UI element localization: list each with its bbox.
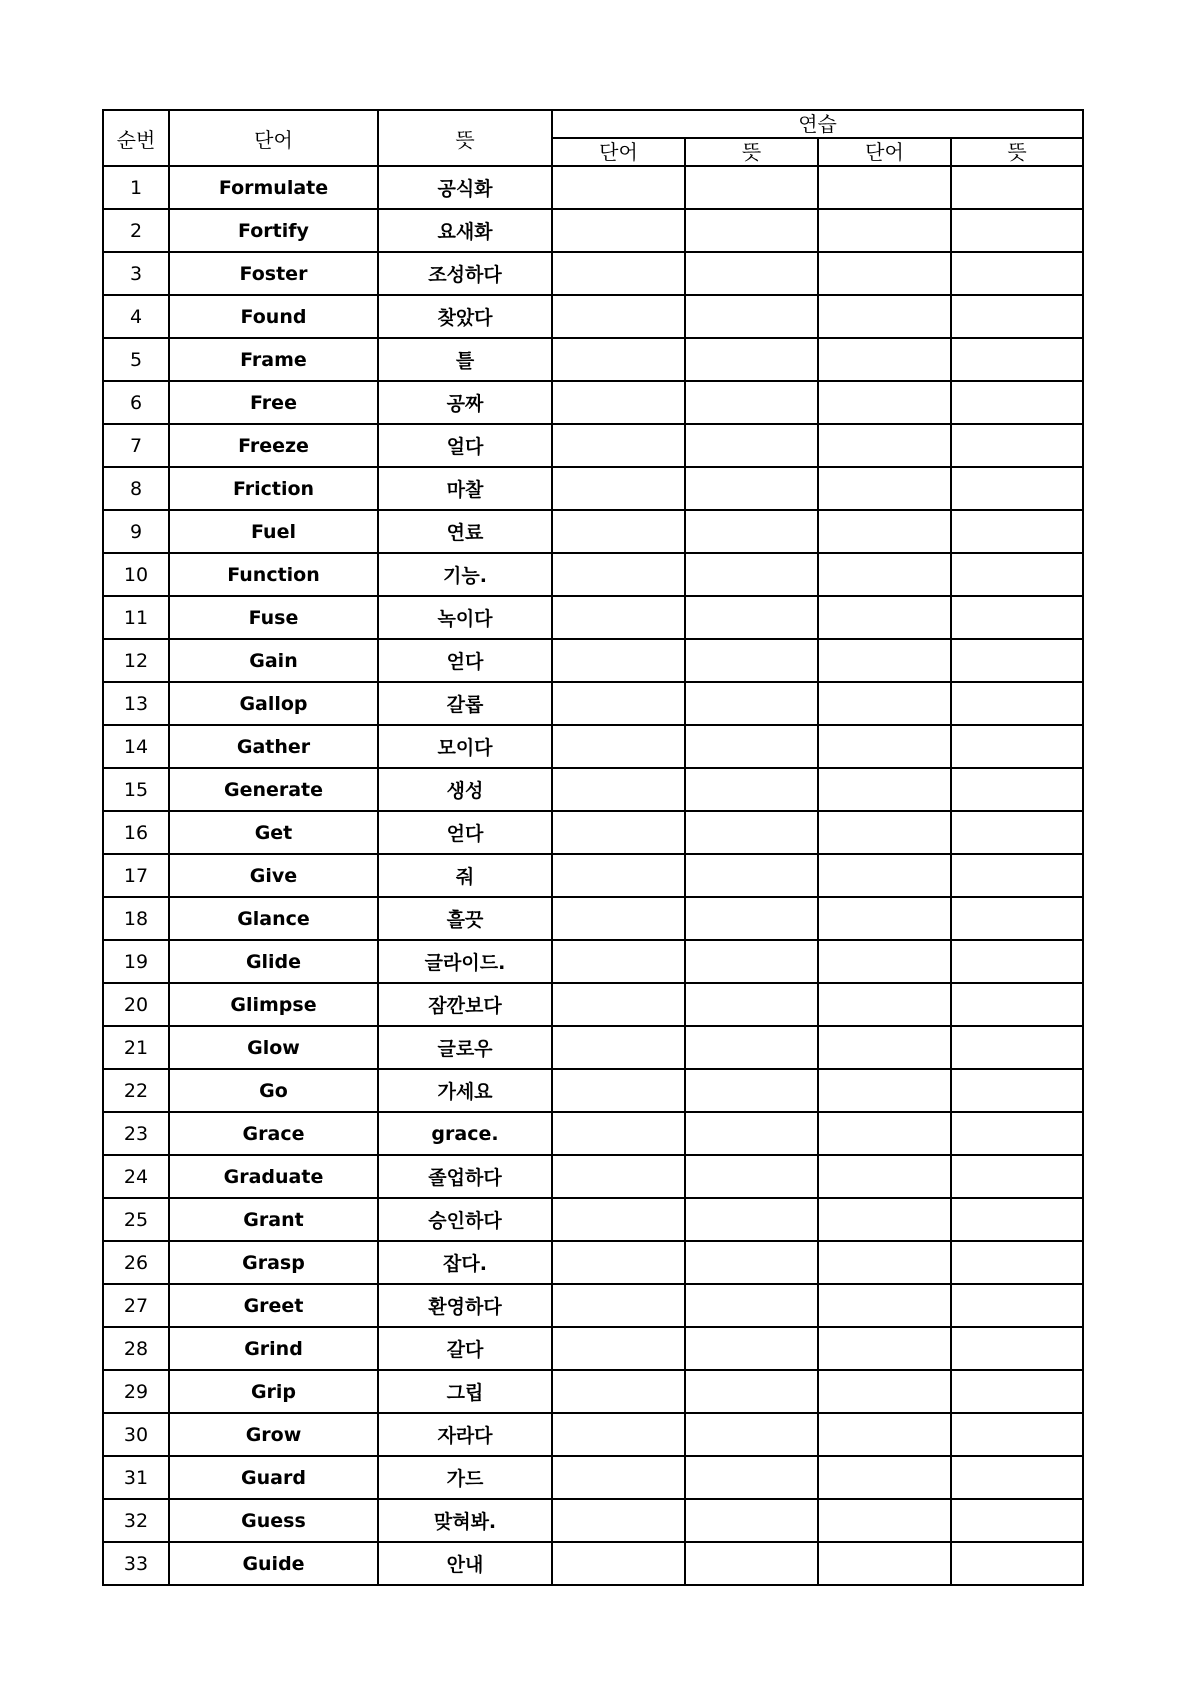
practice-meaning-cell-1[interactable] [685,553,818,596]
header-practice-meaning-1: 뜻 [685,138,818,166]
row-word: Friction [169,467,378,510]
row-meaning: 맞혀봐. [378,1499,552,1542]
table-row [103,983,1083,1026]
practice-meaning-cell-1[interactable] [685,424,818,467]
practice-meaning-cell-1[interactable] [685,897,818,940]
row-meaning: 가드 [378,1456,552,1499]
row-number: 7 [103,424,169,467]
table-row [103,811,1083,854]
row-number: 22 [103,1069,169,1112]
row-number: 5 [103,338,169,381]
practice-meaning-cell-2[interactable] [951,1413,1083,1456]
practice-word-cell-1[interactable] [552,1112,685,1155]
row-meaning: 연료 [378,510,552,553]
row-meaning: 얻다 [378,811,552,854]
row-number: 33 [103,1542,169,1585]
row-word: Grip [169,1370,378,1413]
row-meaning: 생성 [378,768,552,811]
practice-word-cell-2[interactable] [818,166,951,209]
table-row [103,639,1083,682]
row-meaning: grace. [378,1112,552,1155]
practice-meaning-cell-2[interactable] [951,467,1083,510]
table-row [103,1112,1083,1155]
row-number: 1 [103,166,169,209]
practice-meaning-cell-2[interactable] [951,1542,1083,1585]
table-row [103,166,1083,209]
row-word: Grant [169,1198,378,1241]
row-number: 14 [103,725,169,768]
row-number: 2 [103,209,169,252]
row-number: 25 [103,1198,169,1241]
practice-meaning-cell-1[interactable] [685,252,818,295]
practice-word-cell-1[interactable] [552,1026,685,1069]
practice-word-cell-1[interactable] [552,940,685,983]
practice-word-cell-1[interactable] [552,639,685,682]
vocabulary-table [102,109,1084,1586]
practice-meaning-cell-1[interactable] [685,510,818,553]
row-word: Gain [169,639,378,682]
row-meaning: 승인하다 [378,1198,552,1241]
row-word: Function [169,553,378,596]
practice-word-cell-1[interactable] [552,1155,685,1198]
practice-word-cell-2[interactable] [818,811,951,854]
table-row [103,424,1083,467]
row-meaning: 조성하다 [378,252,552,295]
row-word: Fuel [169,510,378,553]
row-meaning: 녹이다 [378,596,552,639]
row-number: 6 [103,381,169,424]
row-number: 20 [103,983,169,1026]
practice-word-cell-1[interactable] [552,725,685,768]
row-meaning: 요새화 [378,209,552,252]
row-meaning: 줘 [378,854,552,897]
row-word: Gallop [169,682,378,725]
practice-meaning-cell-2[interactable] [951,1155,1083,1198]
row-number: 10 [103,553,169,596]
practice-meaning-cell-2[interactable] [951,510,1083,553]
table-row [103,768,1083,811]
row-number: 26 [103,1241,169,1284]
row-number: 13 [103,682,169,725]
practice-meaning-cell-2[interactable] [951,1069,1083,1112]
row-word: Glide [169,940,378,983]
practice-word-cell-2[interactable] [818,1155,951,1198]
practice-word-cell-1[interactable] [552,467,685,510]
row-word: Found [169,295,378,338]
row-meaning: 갈다 [378,1327,552,1370]
table-row [103,596,1083,639]
row-word: Graduate [169,1155,378,1198]
row-number: 24 [103,1155,169,1198]
row-meaning: 그립 [378,1370,552,1413]
practice-word-cell-2[interactable] [818,467,951,510]
practice-word-cell-2[interactable] [818,553,951,596]
row-number: 29 [103,1370,169,1413]
practice-meaning-cell-2[interactable] [951,811,1083,854]
row-word: Guide [169,1542,378,1585]
practice-word-cell-2[interactable] [818,1112,951,1155]
practice-meaning-cell-2[interactable] [951,553,1083,596]
table-row [103,1069,1083,1112]
practice-word-cell-1[interactable] [552,510,685,553]
practice-word-cell-1[interactable] [552,1413,685,1456]
row-meaning: 공짜 [378,381,552,424]
table-row [103,897,1083,940]
practice-meaning-cell-2[interactable] [951,1284,1083,1327]
table-row [103,1370,1083,1413]
practice-meaning-cell-1[interactable] [685,854,818,897]
practice-meaning-cell-2[interactable] [951,381,1083,424]
practice-meaning-cell-2[interactable] [951,1327,1083,1370]
row-word: Gather [169,725,378,768]
table-row [103,682,1083,725]
practice-meaning-cell-1[interactable] [685,166,818,209]
row-meaning: 찾았다 [378,295,552,338]
row-word: Grind [169,1327,378,1370]
practice-word-cell-2[interactable] [818,983,951,1026]
row-word: Go [169,1069,378,1112]
practice-word-cell-1[interactable] [552,1370,685,1413]
practice-word-cell-2[interactable] [818,682,951,725]
practice-word-cell-1[interactable] [552,209,685,252]
row-meaning: 얻다 [378,639,552,682]
practice-word-cell-2[interactable] [818,381,951,424]
row-meaning: 흘끗 [378,897,552,940]
practice-meaning-cell-1[interactable] [685,209,818,252]
practice-meaning-cell-2[interactable] [951,596,1083,639]
practice-meaning-cell-1[interactable] [685,1370,818,1413]
row-word: Freeze [169,424,378,467]
table-row [103,1155,1083,1198]
practice-meaning-cell-1[interactable] [685,1413,818,1456]
row-meaning: 마찰 [378,467,552,510]
practice-word-cell-2[interactable] [818,1069,951,1112]
row-number: 30 [103,1413,169,1456]
table-row [103,510,1083,553]
row-number: 31 [103,1456,169,1499]
practice-meaning-cell-1[interactable] [685,983,818,1026]
vocabulary-sheet [102,109,1082,1586]
table-row [103,854,1083,897]
row-number: 12 [103,639,169,682]
practice-meaning-cell-2[interactable] [951,682,1083,725]
practice-word-cell-1[interactable] [552,381,685,424]
header-practice-word-2: 단어 [818,138,951,166]
practice-word-cell-2[interactable] [818,1026,951,1069]
practice-meaning-cell-1[interactable] [685,768,818,811]
practice-word-cell-2[interactable] [818,1542,951,1585]
practice-word-cell-2[interactable] [818,510,951,553]
row-number: 32 [103,1499,169,1542]
practice-word-cell-1[interactable] [552,897,685,940]
row-word: Fortify [169,209,378,252]
practice-meaning-cell-2[interactable] [951,295,1083,338]
vocabulary-body [103,166,1083,1585]
practice-meaning-cell-1[interactable] [685,381,818,424]
row-meaning: 틀 [378,338,552,381]
table-row [103,252,1083,295]
table-row [103,1284,1083,1327]
practice-word-cell-2[interactable] [818,424,951,467]
practice-word-cell-2[interactable] [818,1241,951,1284]
row-word: Guard [169,1456,378,1499]
practice-word-cell-2[interactable] [818,1327,951,1370]
practice-meaning-cell-2[interactable] [951,209,1083,252]
row-word: Give [169,854,378,897]
table-row [103,381,1083,424]
row-number: 19 [103,940,169,983]
row-meaning: 갈롭 [378,682,552,725]
table-row [103,1198,1083,1241]
table-row [103,209,1083,252]
practice-meaning-cell-2[interactable] [951,1370,1083,1413]
row-meaning: 공식화 [378,166,552,209]
practice-word-cell-1[interactable] [552,1542,685,1585]
practice-word-cell-1[interactable] [552,338,685,381]
practice-meaning-cell-1[interactable] [685,467,818,510]
practice-meaning-cell-2[interactable] [951,639,1083,682]
row-word: Glance [169,897,378,940]
row-meaning: 잠깐보다 [378,983,552,1026]
header-row-top [103,110,1083,138]
practice-meaning-cell-1[interactable] [685,1112,818,1155]
table-row [103,1241,1083,1284]
practice-meaning-cell-1[interactable] [685,1155,818,1198]
row-number: 21 [103,1026,169,1069]
practice-word-cell-2[interactable] [818,1456,951,1499]
table-row [103,295,1083,338]
row-number: 28 [103,1327,169,1370]
row-word: Grow [169,1413,378,1456]
table-row [103,1327,1083,1370]
practice-meaning-cell-1[interactable] [685,295,818,338]
practice-meaning-cell-1[interactable] [685,811,818,854]
practice-meaning-cell-1[interactable] [685,1327,818,1370]
table-row [103,553,1083,596]
practice-word-cell-1[interactable] [552,424,685,467]
practice-meaning-cell-2[interactable] [951,768,1083,811]
row-word: Glow [169,1026,378,1069]
row-number: 3 [103,252,169,295]
row-number: 15 [103,768,169,811]
practice-meaning-cell-1[interactable] [685,1198,818,1241]
practice-meaning-cell-1[interactable] [685,1542,818,1585]
row-word: Grace [169,1112,378,1155]
row-meaning: 모이다 [378,725,552,768]
practice-meaning-cell-2[interactable] [951,725,1083,768]
practice-word-cell-1[interactable] [552,811,685,854]
row-word: Formulate [169,166,378,209]
practice-word-cell-1[interactable] [552,768,685,811]
practice-word-cell-2[interactable] [818,1198,951,1241]
practice-meaning-cell-2[interactable] [951,424,1083,467]
practice-word-cell-2[interactable] [818,1370,951,1413]
practice-meaning-cell-2[interactable] [951,1499,1083,1542]
practice-word-cell-2[interactable] [818,768,951,811]
practice-meaning-cell-2[interactable] [951,940,1083,983]
header-num: 순번 [103,110,169,166]
table-row [103,338,1083,381]
row-number: 9 [103,510,169,553]
row-word: Frame [169,338,378,381]
row-number: 23 [103,1112,169,1155]
table-row [103,1413,1083,1456]
table-row [103,1542,1083,1585]
practice-word-cell-1[interactable] [552,1327,685,1370]
row-word: Get [169,811,378,854]
practice-meaning-cell-2[interactable] [951,1026,1083,1069]
row-meaning: 가세요 [378,1069,552,1112]
practice-word-cell-1[interactable] [552,1456,685,1499]
row-meaning: 안내 [378,1542,552,1585]
practice-meaning-cell-1[interactable] [685,596,818,639]
practice-meaning-cell-2[interactable] [951,252,1083,295]
practice-word-cell-2[interactable] [818,1499,951,1542]
row-word: Fuse [169,596,378,639]
header-practice-word-1: 단어 [552,138,685,166]
row-word: Greet [169,1284,378,1327]
row-meaning: 환영하다 [378,1284,552,1327]
row-meaning: 기능. [378,553,552,596]
practice-word-cell-1[interactable] [552,1284,685,1327]
practice-meaning-cell-1[interactable] [685,1499,818,1542]
row-word: Free [169,381,378,424]
practice-word-cell-1[interactable] [552,553,685,596]
row-meaning: 글로우 [378,1026,552,1069]
row-meaning: 얼다 [378,424,552,467]
row-word: Generate [169,768,378,811]
header-word: 단어 [169,110,378,166]
header-meaning: 뜻 [378,110,552,166]
practice-word-cell-2[interactable] [818,209,951,252]
table-row [103,1026,1083,1069]
row-number: 11 [103,596,169,639]
practice-meaning-cell-1[interactable] [685,1026,818,1069]
practice-word-cell-1[interactable] [552,682,685,725]
practice-word-cell-1[interactable] [552,252,685,295]
table-row [103,725,1083,768]
practice-meaning-cell-2[interactable] [951,1241,1083,1284]
row-meaning: 자라다 [378,1413,552,1456]
practice-meaning-cell-2[interactable] [951,1456,1083,1499]
practice-meaning-cell-1[interactable] [685,1069,818,1112]
row-number: 17 [103,854,169,897]
practice-word-cell-2[interactable] [818,295,951,338]
practice-word-cell-1[interactable] [552,166,685,209]
practice-word-cell-1[interactable] [552,1198,685,1241]
table-row [103,1499,1083,1542]
row-number: 16 [103,811,169,854]
practice-meaning-cell-1[interactable] [685,639,818,682]
row-word: Glimpse [169,983,378,1026]
practice-meaning-cell-1[interactable] [685,1456,818,1499]
header-practice: 연습 [552,110,1083,138]
practice-word-cell-1[interactable] [552,1069,685,1112]
practice-word-cell-2[interactable] [818,338,951,381]
practice-meaning-cell-2[interactable] [951,1198,1083,1241]
row-number: 8 [103,467,169,510]
practice-meaning-cell-1[interactable] [685,725,818,768]
practice-word-cell-1[interactable] [552,295,685,338]
practice-meaning-cell-1[interactable] [685,1241,818,1284]
row-word: Foster [169,252,378,295]
practice-meaning-cell-2[interactable] [951,897,1083,940]
table-row [103,467,1083,510]
practice-word-cell-2[interactable] [818,1413,951,1456]
header-practice-meaning-2: 뜻 [951,138,1083,166]
row-meaning: 졸업하다 [378,1155,552,1198]
practice-meaning-cell-2[interactable] [951,1112,1083,1155]
practice-word-cell-2[interactable] [818,725,951,768]
practice-meaning-cell-1[interactable] [685,338,818,381]
practice-word-cell-1[interactable] [552,854,685,897]
practice-word-cell-2[interactable] [818,639,951,682]
practice-word-cell-2[interactable] [818,940,951,983]
practice-word-cell-2[interactable] [818,1284,951,1327]
practice-word-cell-1[interactable] [552,983,685,1026]
row-meaning: 잡다. [378,1241,552,1284]
row-number: 4 [103,295,169,338]
row-meaning: 글라이드. [378,940,552,983]
practice-meaning-cell-1[interactable] [685,1284,818,1327]
practice-word-cell-2[interactable] [818,854,951,897]
practice-word-cell-2[interactable] [818,252,951,295]
row-word: Guess [169,1499,378,1542]
row-number: 27 [103,1284,169,1327]
practice-word-cell-1[interactable] [552,1241,685,1284]
practice-meaning-cell-1[interactable] [685,682,818,725]
practice-word-cell-2[interactable] [818,897,951,940]
practice-meaning-cell-2[interactable] [951,854,1083,897]
practice-meaning-cell-2[interactable] [951,983,1083,1026]
table-row [103,940,1083,983]
table-row [103,1456,1083,1499]
row-word: Grasp [169,1241,378,1284]
practice-word-cell-1[interactable] [552,1499,685,1542]
practice-meaning-cell-1[interactable] [685,940,818,983]
row-number: 18 [103,897,169,940]
practice-word-cell-1[interactable] [552,596,685,639]
practice-word-cell-2[interactable] [818,596,951,639]
practice-meaning-cell-2[interactable] [951,338,1083,381]
practice-meaning-cell-2[interactable] [951,166,1083,209]
